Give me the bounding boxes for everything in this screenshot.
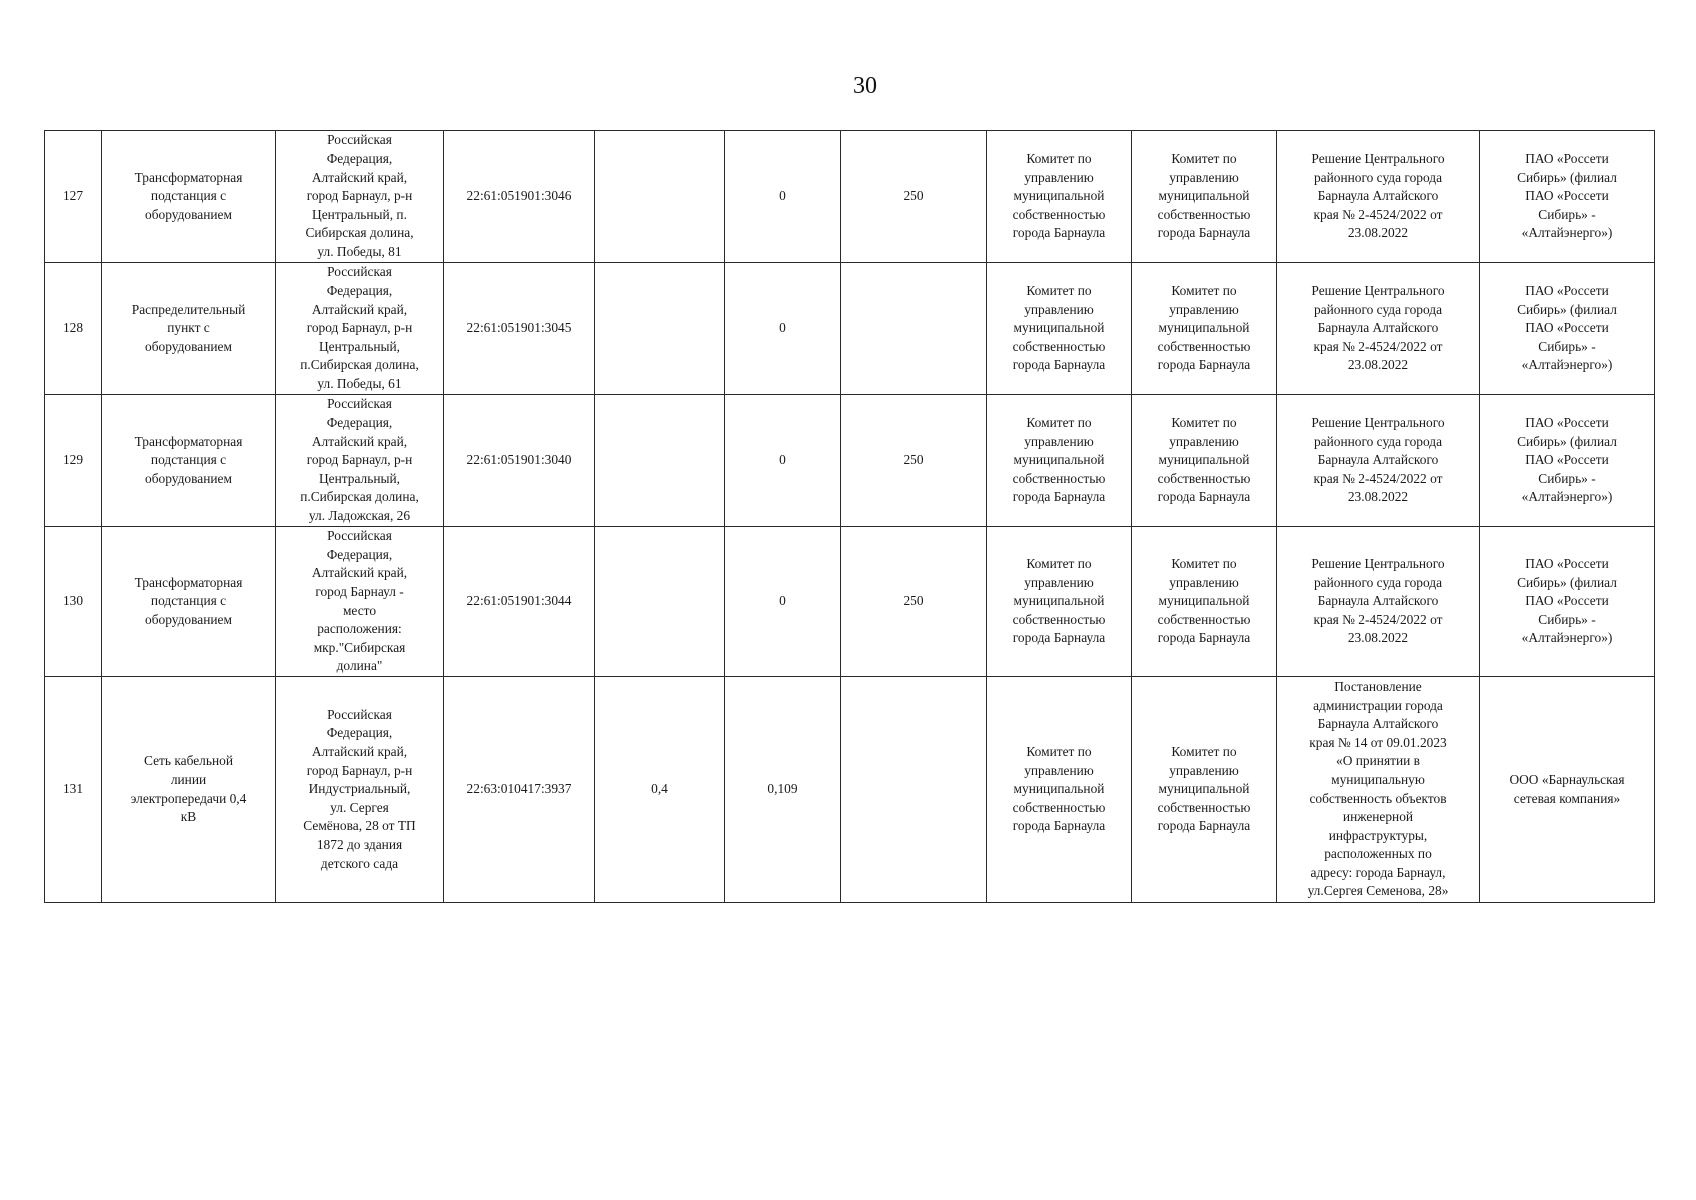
address-cell: Российская Федерация, Алтайский край, город Барнаул, р-н Центральный, п.Сибирская долина, ул. Победы, 61 <box>276 263 444 395</box>
value-cell-5 <box>595 527 725 677</box>
row-number-cell: 127 <box>45 131 102 263</box>
registry-table <box>44 130 1655 903</box>
value-cell-7 <box>841 263 987 395</box>
holder-cell: ПАО «Россети Сибирь» (филиал ПАО «Россети Сибирь» - «Алтайэнерго») <box>1480 527 1655 677</box>
manager-cell: Комитет по управлению муниципальной собственностью города Барнаула <box>1132 527 1277 677</box>
value-cell-5 <box>595 263 725 395</box>
manager-cell: Комитет по управлению муниципальной собственностью города Барнаула <box>1132 131 1277 263</box>
address-cell: Российская Федерация, Алтайский край, город Барнаул, р-н Центральный, п. Сибирская долина, ул. Победы, 81 <box>276 131 444 263</box>
value-cell-7: 250 <box>841 131 987 263</box>
holder-cell: ПАО «Россети Сибирь» (филиал ПАО «Россети Сибирь» - «Алтайэнерго») <box>1480 395 1655 527</box>
table-row <box>45 131 1655 263</box>
table-row <box>45 527 1655 677</box>
table-row <box>45 395 1655 527</box>
value-cell-5 <box>595 131 725 263</box>
owner-cell: Комитет по управлению муниципальной собственностью города Барнаула <box>987 527 1132 677</box>
value-cell-7: 250 <box>841 527 987 677</box>
holder-cell: ПАО «Россети Сибирь» (филиал ПАО «Россети Сибирь» - «Алтайэнерго») <box>1480 131 1655 263</box>
object-name-cell: Сеть кабельной линии электропередачи 0,4 кВ <box>102 677 276 903</box>
basis-document-cell: Постановление администрации города Барнаула Алтайского края № 14 от 09.01.2023 «О принятии в муниципальную собственность объектов инженерной инфраструктуры, расположенных по адресу: города Барнаул, ул.Сергея Семенова, 28» <box>1277 677 1480 903</box>
cadastral-number-cell: 22:61:051901:3044 <box>444 527 595 677</box>
object-name-cell: Распределительный пункт с оборудованием <box>102 263 276 395</box>
manager-cell: Комитет по управлению муниципальной собственностью города Барнаула <box>1132 263 1277 395</box>
table-row <box>45 677 1655 903</box>
page-number: 30 <box>853 73 877 99</box>
holder-cell: ООО «Барнаульская сетевая компания» <box>1480 677 1655 903</box>
value-cell-5 <box>595 395 725 527</box>
value-cell-6: 0 <box>725 395 841 527</box>
basis-document-cell: Решение Центрального районного суда города Барнаула Алтайского края № 2-4524/2022 от 23.08.2022 <box>1277 527 1480 677</box>
holder-cell: ПАО «Россети Сибирь» (филиал ПАО «Россети Сибирь» - «Алтайэнерго») <box>1480 263 1655 395</box>
manager-cell: Комитет по управлению муниципальной собственностью города Барнаула <box>1132 677 1277 903</box>
object-name-cell: Трансформаторная подстанция с оборудованием <box>102 131 276 263</box>
address-cell: Российская Федерация, Алтайский край, город Барнаул, р-н Индустриальный, ул. Сергея Семёнова, 28 от ТП 1872 до здания детского сада <box>276 677 444 903</box>
value-cell-6: 0 <box>725 131 841 263</box>
basis-document-cell: Решение Центрального районного суда города Барнаула Алтайского края № 2-4524/2022 от 23.08.2022 <box>1277 131 1480 263</box>
row-number-cell: 129 <box>45 395 102 527</box>
basis-document-cell: Решение Центрального районного суда города Барнаула Алтайского края № 2-4524/2022 от 23.08.2022 <box>1277 395 1480 527</box>
owner-cell: Комитет по управлению муниципальной собственностью города Барнаула <box>987 263 1132 395</box>
owner-cell: Комитет по управлению муниципальной собственностью города Барнаула <box>987 131 1132 263</box>
row-number-cell: 131 <box>45 677 102 903</box>
owner-cell: Комитет по управлению муниципальной собственностью города Барнаула <box>987 677 1132 903</box>
value-cell-7 <box>841 677 987 903</box>
basis-document-cell: Решение Центрального районного суда города Барнаула Алтайского края № 2-4524/2022 от 23.08.2022 <box>1277 263 1480 395</box>
object-name-cell: Трансформаторная подстанция с оборудованием <box>102 395 276 527</box>
row-number-cell: 130 <box>45 527 102 677</box>
value-cell-7: 250 <box>841 395 987 527</box>
value-cell-6: 0,109 <box>725 677 841 903</box>
manager-cell: Комитет по управлению муниципальной собственностью города Барнаула <box>1132 395 1277 527</box>
cadastral-number-cell: 22:61:051901:3040 <box>444 395 595 527</box>
cadastral-number-cell: 22:63:010417:3937 <box>444 677 595 903</box>
value-cell-5: 0,4 <box>595 677 725 903</box>
value-cell-6: 0 <box>725 263 841 395</box>
cadastral-number-cell: 22:61:051901:3045 <box>444 263 595 395</box>
cadastral-number-cell: 22:61:051901:3046 <box>444 131 595 263</box>
owner-cell: Комитет по управлению муниципальной собственностью города Барнаула <box>987 395 1132 527</box>
object-name-cell: Трансформаторная подстанция с оборудованием <box>102 527 276 677</box>
table-row <box>45 263 1655 395</box>
row-number-cell: 128 <box>45 263 102 395</box>
address-cell: Российская Федерация, Алтайский край, город Барнаул, р-н Центральный, п.Сибирская долина, ул. Ладожская, 26 <box>276 395 444 527</box>
value-cell-6: 0 <box>725 527 841 677</box>
address-cell: Российская Федерация, Алтайский край, город Барнаул - место расположения: мкр."Сибирская долина" <box>276 527 444 677</box>
